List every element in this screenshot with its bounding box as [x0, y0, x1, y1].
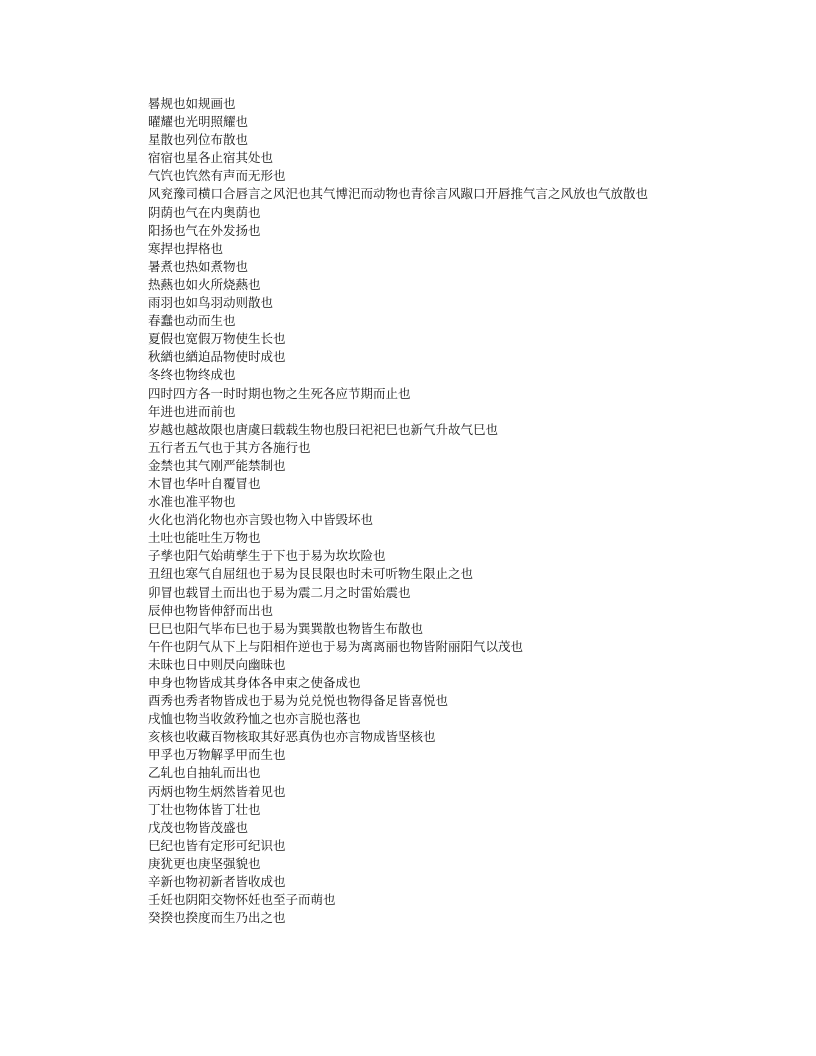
- text-line: 寒捍也捍格也: [148, 240, 224, 256]
- text-line: 宿宿也星各止宿其处也: [148, 150, 274, 166]
- body-text: [120, 95, 700, 927]
- text-line: 酉秀也秀者物皆成也于易为兑兑悦也物得备足皆喜悦也: [148, 693, 449, 709]
- text-line: 火化也消化物也亦言毁也物入中皆毁坏也: [148, 512, 374, 528]
- text-line: 五行者五气也于其方各施行也: [148, 439, 311, 455]
- text-line: 丁壮也物体皆丁壮也: [148, 801, 261, 817]
- text-line: 木冒也华叶自覆冒也: [148, 475, 261, 491]
- text-line: 晷规也如规画也: [148, 96, 236, 111]
- text-line: 夏假也宽假万物使生长也: [148, 331, 286, 347]
- text-line: 秋緧也緧迫品物使时成也: [148, 349, 286, 365]
- text-line: 壬妊也阴阳交物怀妊也至子而萌也: [148, 892, 336, 908]
- text-line: 甲孚也万物解孚甲而生也: [148, 747, 286, 763]
- text-line: 申身也物皆成其身体各申束之使备成也: [148, 675, 361, 690]
- text-line: 暑煮也热如煮物也: [148, 258, 249, 274]
- text-line: 气饩也饩然有声而无形也: [148, 168, 286, 184]
- text-line: 春蠢也动而生也: [148, 313, 236, 329]
- text-line: 年进也进而前也: [148, 403, 236, 419]
- text-line: 冬终也物终成也: [148, 367, 236, 383]
- text-line: 乙轧也自抽轧而出也: [148, 765, 261, 781]
- text-line: 星散也列位布散也: [148, 132, 249, 148]
- text-line: 丙炳也物生炳然皆着见也: [148, 783, 286, 799]
- text-line: 金禁也其气刚严能禁制也: [148, 457, 286, 473]
- text-line: 辛新也物初新者皆收成也: [148, 874, 286, 890]
- text-line: 土吐也能吐生万物也: [148, 530, 261, 546]
- text-line: 曜耀也光明照耀也: [148, 114, 249, 130]
- text-line: 午仵也阴气从下上与阳相仵逆也于易为离离丽也物皆附丽阳气以茂也: [148, 638, 524, 654]
- text-line: 四时四方各一时时期也物之生死各应节期而止也: [148, 385, 411, 401]
- text-line: 未昧也日中则昃向幽昧也: [148, 656, 286, 672]
- text-line: 戊茂也物皆茂盛也: [148, 819, 249, 835]
- text-line: 巳巳也阳气毕布巳也于易为巽巽散也物皆生布散也: [148, 620, 424, 636]
- text-line: 岁越也越故限也唐虞曰载载生物也殷曰祀祀巳也新气升故气巳也: [148, 421, 499, 437]
- text-line: 庚犹更也庚坚强貌也: [148, 855, 261, 871]
- text-line: 癸揆也揆度而生乃出之也: [148, 910, 286, 926]
- text-line: 戌恤也物当收敛矜恤之也亦言脱也落也: [148, 711, 361, 727]
- text-line: 辰伸也物皆伸舒而出也: [148, 602, 274, 618]
- text-line: 丑纽也寒气自屈纽也于易为艮艮限也时未可听物生限止之也: [148, 566, 474, 582]
- text-line: 亥核也收藏百物核取其好恶真伪也亦言物成皆坚核也: [148, 729, 436, 745]
- text-line: 阳扬也气在外发扬也: [148, 222, 261, 238]
- text-line: 巳纪也皆有定形可纪识也: [148, 837, 286, 853]
- text-line: 雨羽也如鸟羽动则散也: [148, 295, 274, 311]
- text-line: 阴荫也气在内奥荫也: [148, 204, 261, 220]
- text-line: 风兖豫司横口合唇言之风汜也其气博汜而动物也青徐言风踧口开唇推气言之风放也气放散也: [148, 186, 649, 202]
- text-line: 热爇也如火所烧爇也: [148, 276, 261, 292]
- text-line: 卯冒也载冒土而出也于易为震二月之时雷始震也: [148, 584, 411, 600]
- text-line: 水准也准平物也: [148, 494, 236, 510]
- text-line: 子孳也阳气始萌孳生于下也于易为坎坎险也: [148, 548, 386, 564]
